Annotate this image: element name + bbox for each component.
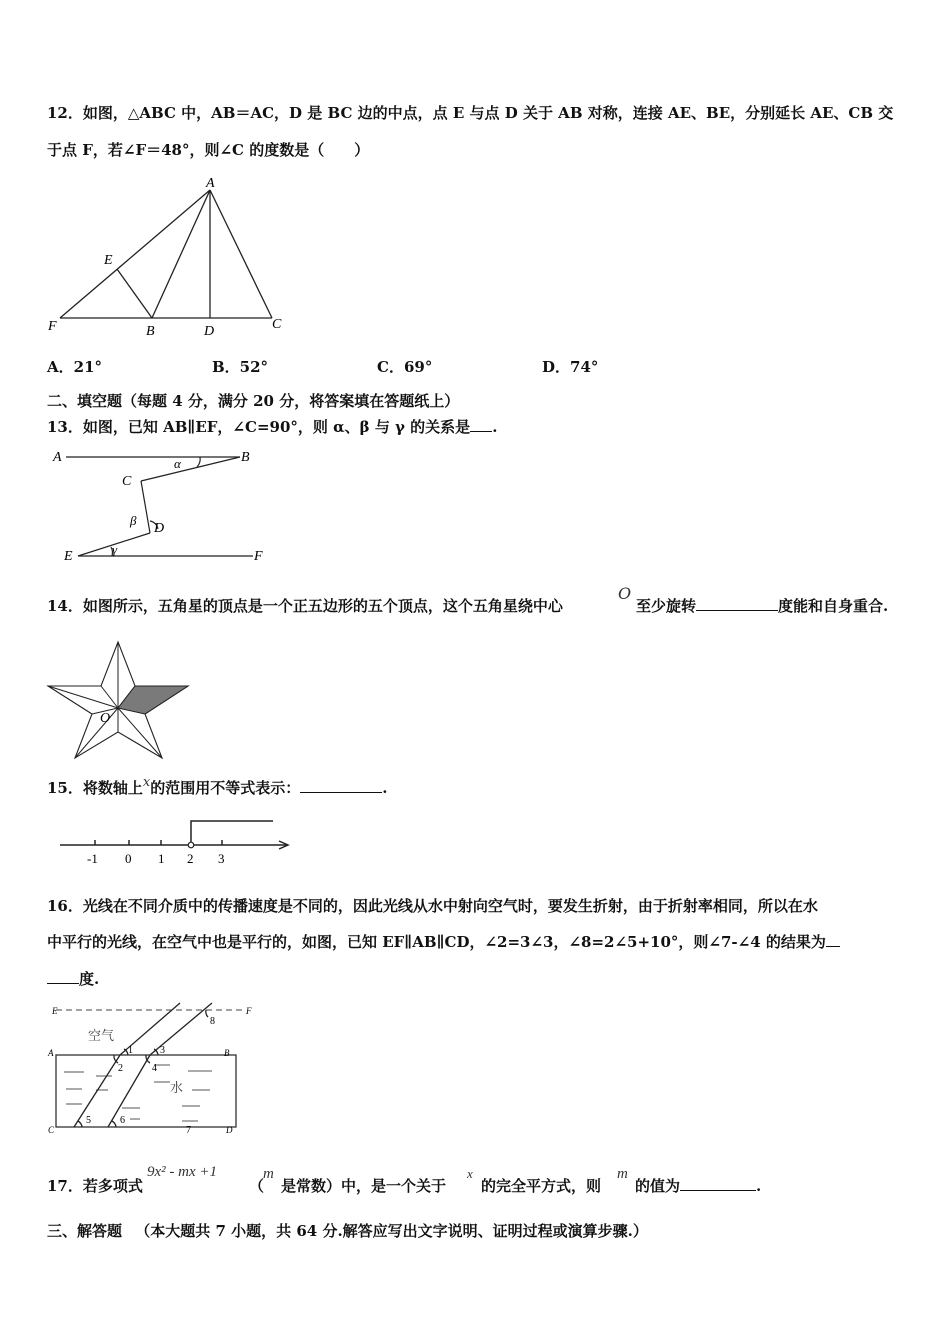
q16-angle-8: 8: [210, 1016, 215, 1027]
q16-figure: [42, 1000, 257, 1135]
q16-label-d: D: [226, 1125, 233, 1135]
q17-paren-open: （: [249, 1177, 265, 1195]
q17-formula: 9x² - mx +1: [147, 1164, 218, 1180]
q15-answer-blank: [300, 778, 382, 793]
q17-end-line: [635, 1176, 761, 1196]
q16-label-f: F: [246, 1006, 252, 1016]
q14-center-label: O: [618, 584, 632, 603]
q17-mid2: 的完全平方式，则: [481, 1177, 602, 1195]
q15-tick-3: 3: [218, 851, 225, 866]
q12-figure: [40, 170, 300, 350]
q16-angle-2: 2: [118, 1063, 123, 1074]
q12-label-d: D: [204, 324, 215, 339]
q14-text-line: [636, 596, 888, 616]
section2-title: 二、填空题（每题 4 分，满分 20 分，将答案填在答题纸上）: [47, 392, 460, 410]
q17-end: 的值为: [635, 1177, 681, 1195]
q16-answer-blank-a: [826, 932, 840, 947]
q13-label-c: C: [122, 474, 132, 489]
section3-title-text: 三、解答题: [47, 1222, 123, 1240]
q16-line1: 16．光线在不同介质中的传播速度是不同的，因此光线从水中射向空气时，要发生折射，由于折射率相同，所以在水: [47, 897, 818, 915]
q16-angle-7: 7: [186, 1125, 191, 1136]
q12-label-b: B: [146, 324, 155, 339]
q14-figure-label-o: O: [100, 711, 111, 726]
q16-angle-5: 5: [86, 1115, 91, 1126]
q16-angle-3: 3: [160, 1045, 165, 1056]
q16-line3-end: 度.: [79, 970, 100, 988]
q13-label-gamma: γ: [112, 542, 118, 557]
q16-line2: [47, 932, 840, 952]
q13-text: [47, 417, 497, 437]
q15-tick-2: 2: [187, 851, 194, 866]
q17-x: x: [467, 1166, 473, 1181]
q15-tick-minus1: -1: [87, 851, 98, 866]
q16-label-c: C: [48, 1125, 55, 1135]
q17-period: .: [756, 1177, 762, 1195]
q16-line3: [47, 969, 99, 989]
q17-m2: m: [617, 1166, 628, 1182]
q15-number-line: [55, 812, 305, 872]
q16-label-water: 水: [170, 1080, 184, 1095]
q17-m1: m: [263, 1166, 274, 1182]
q16-label-air: 空气: [88, 1028, 115, 1043]
q15-text-before: 15．将数轴上: [47, 779, 143, 797]
q15-text: [47, 775, 388, 800]
q15-tick-0: 0: [125, 851, 132, 866]
q17-mid1: 是常数）中，是一个关于: [281, 1177, 447, 1195]
q13-label-d: D: [154, 521, 165, 536]
q12-option-d: D．74°: [542, 358, 599, 376]
q16-answer-blank-b: [47, 969, 79, 984]
q16-line2-text: 中平行的光线，在空气中也是平行的，如图，已知 EF∥AB∥CD，∠2=3∠3，∠8=2∠5+10°，则∠7-∠4 的结果为: [47, 933, 826, 951]
q12-line2: 于点 F，若∠F＝48°，则∠C 的度数是（ ）: [47, 141, 370, 159]
q13-label-a: A: [53, 450, 62, 465]
q14-figure: [44, 638, 194, 763]
section3-title: [47, 1221, 648, 1241]
q13-answer-blank: [470, 417, 492, 432]
q16-angle-1: 1: [128, 1045, 133, 1056]
q13-label-f: F: [254, 549, 263, 564]
q14-text-after: 至少旋转: [636, 597, 697, 615]
q15-tick-1: 1: [158, 851, 165, 866]
q13-label-beta: β: [130, 513, 137, 528]
q13-figure: [50, 445, 270, 570]
section3-note: （本大题共 7 小题，共 64 分.解答应写出文字说明、证明过程或演算步骤.）: [135, 1222, 648, 1240]
q12-label-a: A: [206, 176, 215, 191]
q16-label-b: B: [224, 1048, 230, 1058]
q15-text-end: .: [382, 779, 388, 797]
q14-answer-blank: [696, 596, 778, 611]
q12-label-c: C: [272, 317, 282, 332]
q15-text-after: 的范围用不等式表示：: [150, 779, 301, 797]
q13-label-e: E: [64, 549, 73, 564]
q12-label-e: E: [104, 253, 113, 268]
q16-angle-6: 6: [120, 1115, 125, 1126]
q13-text-body: 13．如图，已知 AB∥EF，∠C=90°，则 α、β 与 γ 的关系是: [47, 418, 471, 436]
q13-label-b: B: [241, 450, 250, 465]
q17-answer-blank: [680, 1176, 756, 1191]
q16-label-e: E: [52, 1006, 58, 1016]
q12-option-b: B．52°: [212, 358, 269, 376]
q13-label-alpha: α: [174, 456, 181, 471]
q12-line1: 12．如图，△ABC 中，AB＝AC，D 是 BC 边的中点，点 E 与点 D 关于 AB 对称，连接 AE、BE，分别延长 AE、CB 交: [47, 104, 894, 122]
q12-label-f: F: [48, 319, 57, 334]
q13-text-end: .: [492, 418, 498, 436]
q12-option-a: A．21°: [47, 358, 103, 376]
q17-prefix: 17．若多项式: [47, 1177, 143, 1195]
q12-option-c: C．69°: [377, 358, 433, 376]
q14-text-before: 14．如图所示，五角星的顶点是一个正五边形的五个顶点，这个五角星绕中心: [47, 597, 563, 615]
q14-text-end: 度能和自身重合.: [778, 597, 889, 615]
q15-var: x: [142, 775, 151, 790]
q16-angle-4: 4: [152, 1063, 157, 1074]
q16-label-a: A: [48, 1048, 54, 1058]
